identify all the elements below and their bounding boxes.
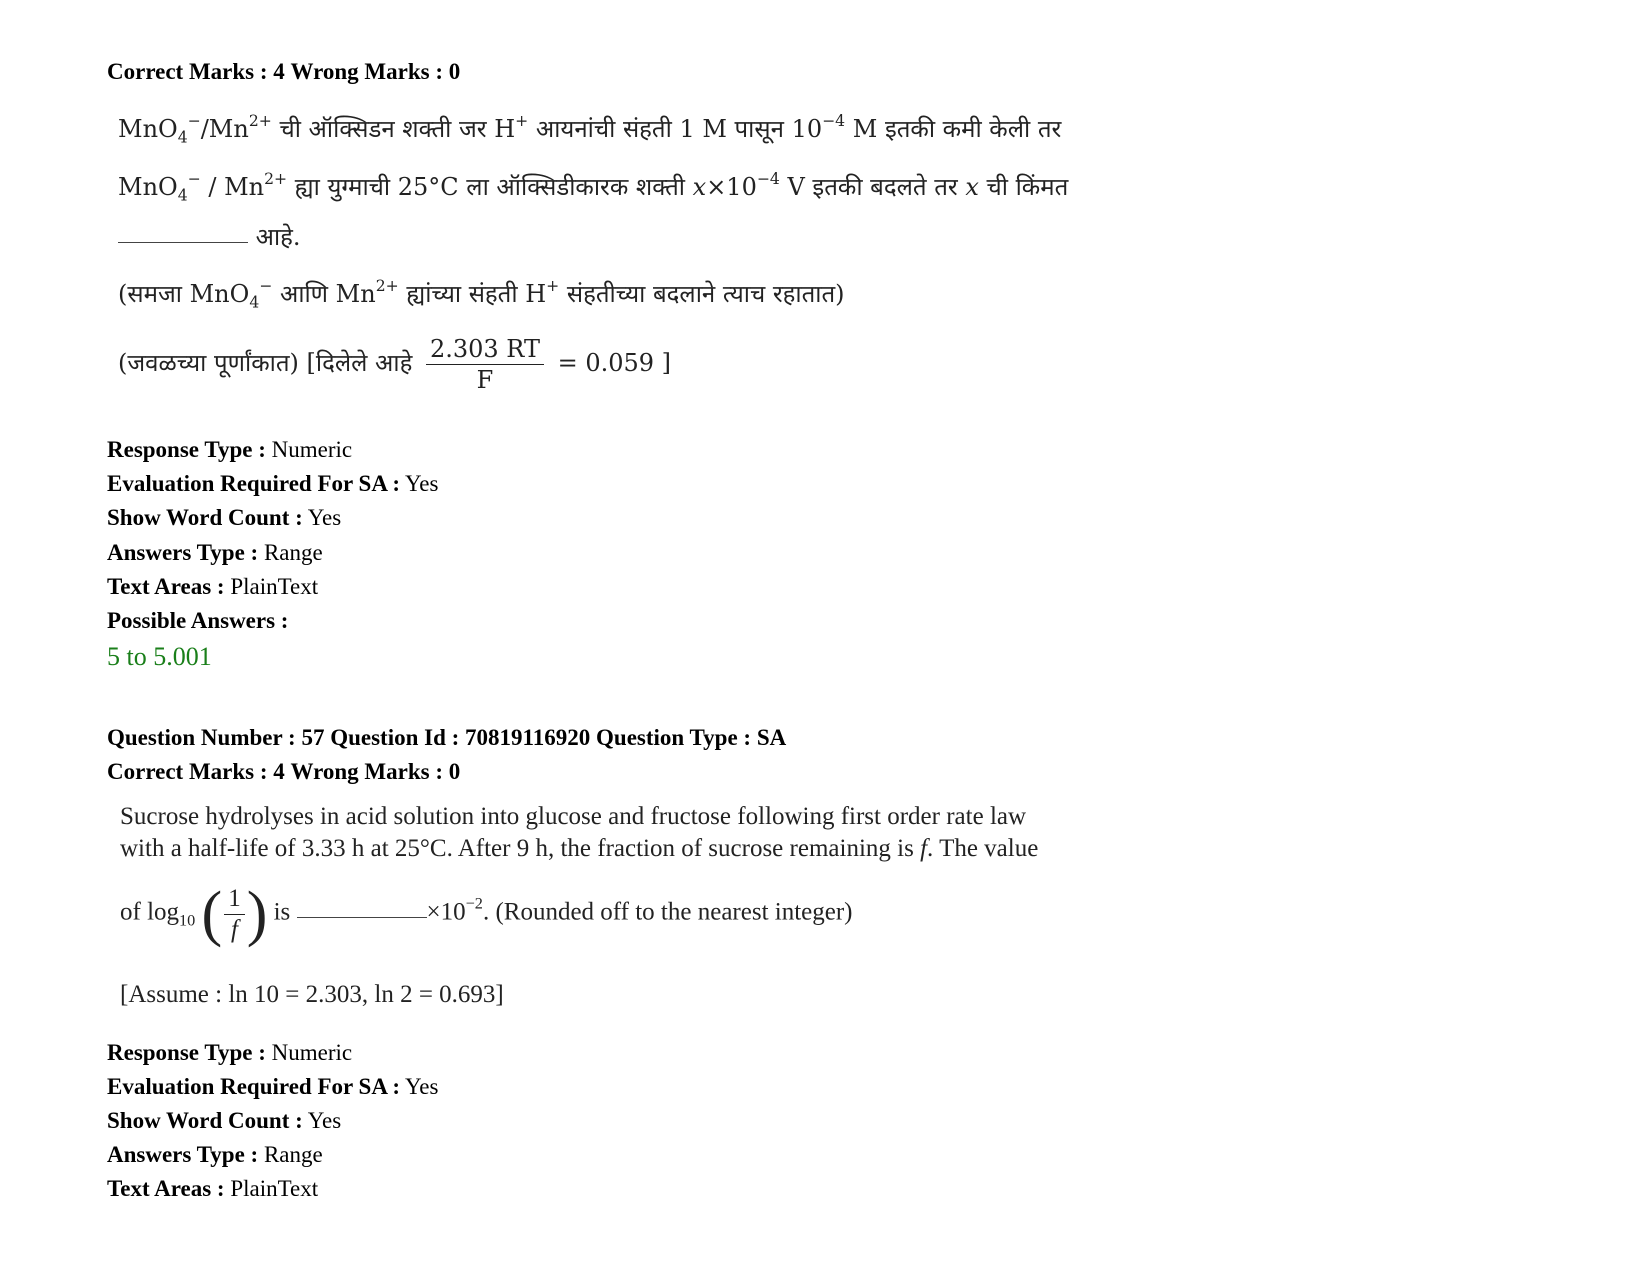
q57-question-line-3: of $\log_{10}$ ( $\frac{1}{f}$ ) is $\times 10^{-2}$. (Rounded off to the nearest integer) bbox=[120, 880, 853, 948]
q56-question-image bbox=[118, 112, 1238, 422]
question-type-value: SA bbox=[756, 725, 787, 750]
q57-question-line-4: [Assume : ln 10 = 2.303, ln 2 = 0.693] bbox=[120, 981, 504, 1008]
q56-meta-response-type: Response Type : Numeric bbox=[107, 437, 353, 462]
q57-header-line bbox=[107, 724, 786, 752]
q56-possible-answer: 5 to 5.001 bbox=[107, 642, 212, 671]
q57-question-line-1: Sucrose hydrolyses in acid solution into glucose and fructose following first order rate law bbox=[120, 803, 1027, 830]
correct-marks-value: 4 bbox=[273, 759, 285, 784]
wrong-marks-label: Wrong Marks : bbox=[290, 759, 444, 784]
q57-meta-evaluation-required: Evaluation Required For SA : Yes bbox=[107, 1074, 439, 1099]
q57-meta-text-areas: Text Areas : PlainText bbox=[107, 1176, 319, 1201]
q57-meta-answers-type: Answers Type : Range bbox=[107, 1142, 323, 1167]
q57-meta-show-word-count: Show Word Count : Yes bbox=[107, 1108, 342, 1133]
q57-meta-response-type: Response Type : Numeric bbox=[107, 1040, 353, 1065]
q56-meta-text-areas: Text Areas : PlainText bbox=[107, 574, 319, 599]
q57-question-image bbox=[120, 803, 1230, 1023]
q56-question-line-4: (समजा MnO$_4$− आणि $Mn^{2+}$ ह्यांच्या संहती H+ संहतीच्या बदलाने त्याच रहातात) bbox=[118, 277, 845, 312]
correct-marks-value: 4 bbox=[273, 59, 285, 84]
q57-question-line-2: with a half-life of 3.33 h at 25°C. After 9 h, the fraction of sucrose remaining is f. The value bbox=[120, 835, 1039, 862]
q56-meta-possible-answers: Possible Answers : bbox=[107, 608, 289, 633]
one-over-f-fraction: $\frac{1}{f}$ bbox=[224, 884, 245, 945]
answer-blank bbox=[118, 241, 248, 243]
question-type-label: Question Type : bbox=[596, 725, 752, 750]
q57-marks-line bbox=[107, 758, 460, 786]
question-id-value: 70819116920 bbox=[465, 725, 591, 750]
q56-question-line-2: $MnO_4^- / Mn^{2+}$ ह्या युग्माची 25°C ला ऑक्सिडीकारक शक्ती $x\times 10^{-4}$ V इतकी बदलते तर x ची किंमत bbox=[118, 170, 1069, 205]
constant-fraction: $\frac{2.303 RT}{F}$ bbox=[426, 334, 544, 395]
q56-question-line-1: $MnO_4^-/Mn^{2+}$ ची ऑक्सिडन शक्ती जर H+ आयनांची संहती 1 M पासून $10^{-4}$ M इतकी कमी केली तर bbox=[118, 112, 1062, 147]
q56-meta-evaluation-required: Evaluation Required For SA : Yes bbox=[107, 471, 439, 496]
correct-marks-label: Correct Marks : bbox=[107, 759, 268, 784]
left-paren: ( bbox=[201, 880, 223, 948]
correct-marks-label: Correct Marks : bbox=[107, 59, 268, 84]
q56-meta-answers-type: Answers Type : Range bbox=[107, 540, 323, 565]
q56-question-line-3: आहे. bbox=[118, 220, 301, 253]
answer-blank bbox=[297, 916, 427, 918]
q56-question-line-5: (जवळच्या पूर्णांकात) [दिलेले आहे $\frac{2.303 RT}{F}$ = 0.059 ] bbox=[118, 335, 672, 394]
wrong-marks-value: 0 bbox=[448, 759, 461, 784]
wrong-marks-value: 0 bbox=[448, 59, 461, 84]
question-id-label: Question Id : bbox=[330, 725, 460, 750]
question-number-label: Question Number : bbox=[107, 725, 296, 750]
question-number-value: 57 bbox=[301, 725, 325, 750]
q56-marks-line bbox=[107, 58, 460, 86]
right-paren: ) bbox=[246, 880, 268, 948]
q56-meta-show-word-count: Show Word Count : Yes bbox=[107, 505, 342, 530]
wrong-marks-label: Wrong Marks : bbox=[290, 59, 444, 84]
